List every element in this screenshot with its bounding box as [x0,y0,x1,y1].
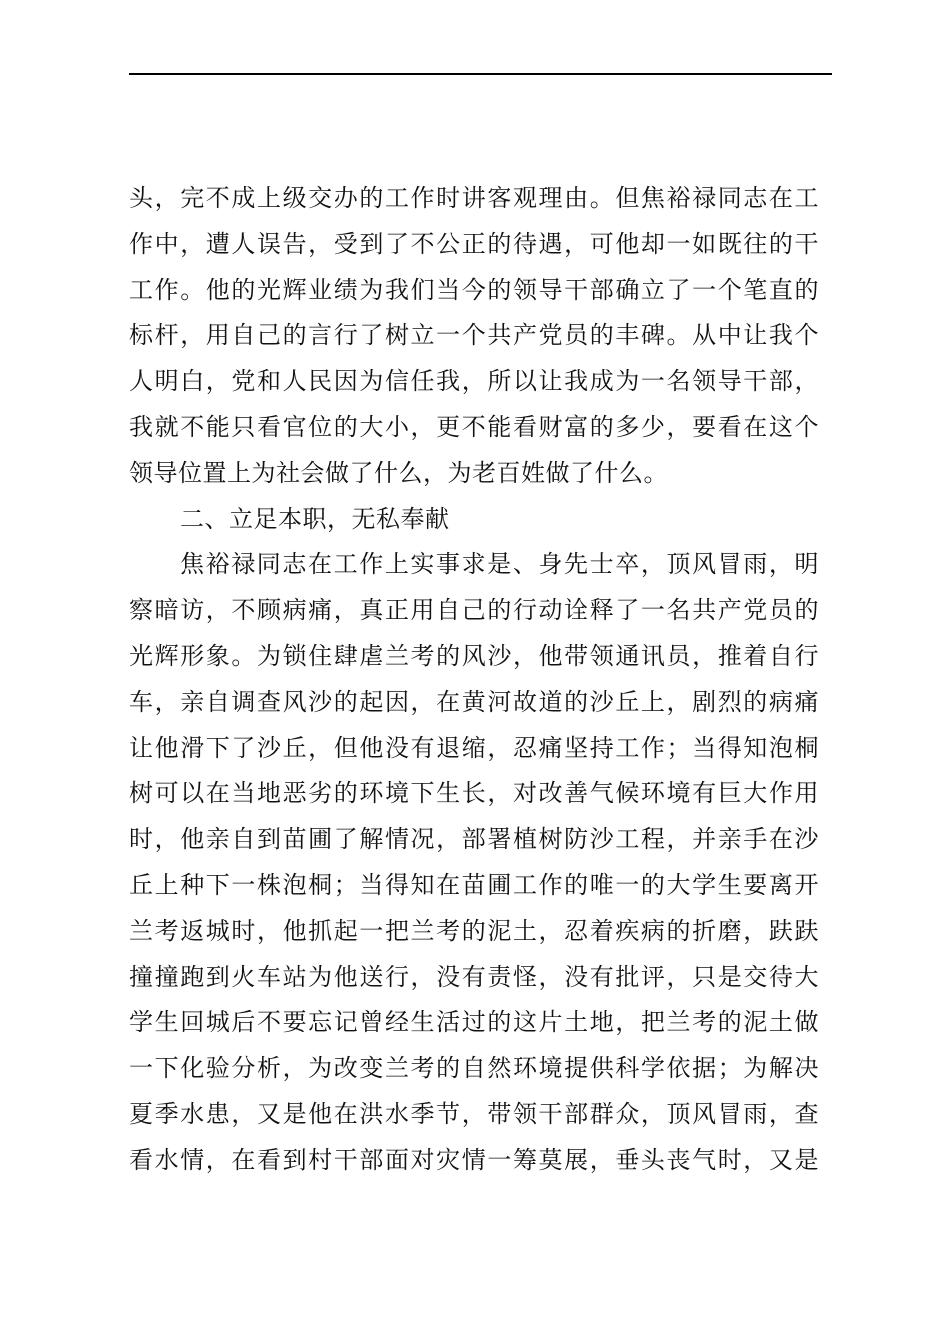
section-heading: 二、立足本职，无私奉献 [180,504,450,533]
paragraph-line-4: 标杆，用自己的言行了树立一个共产党员的丰碑。从中让我个 [129,321,819,350]
paragraph-line-2: 作中，遭人误告，受到了不公正的待遇，可他却一如既往的干 [129,229,819,258]
paragraph-line-17: 兰考返城时，他抓起一把兰考的泥土，忍着疾病的折磨，趺趺 [129,916,819,945]
paragraph-line-18: 撞撞跑到火车站为他送行，没有责怪，没有批评，只是交待大 [129,962,819,991]
paragraph-line-12: 车，亲自调查风沙的起因，在黄河故道的沙丘上，剧烈的病痛 [129,687,819,716]
paragraph-line-19: 学生回城后不要忘记曾经生活过的这片土地，把兰考的泥土做 [129,1008,819,1037]
paragraph-line-1: 头，完不成上级交办的工作时讲客观理由。但焦裕禄同志在工 [129,184,819,212]
body-text [129,176,819,1184]
paragraph-line-13: 让他滑下了沙丘，但他没有退缩，忍痛坚持工作；当得知泡桐 [129,733,819,762]
paragraph-line-15: 时，他亲自到苗圃了解情况，部署植树防沙工程，并亲手在沙 [129,825,819,854]
paragraph-line-7: 领导位置上为社会做了什么，为老百姓做了什么。 [129,458,668,487]
paragraph-line-11: 光辉形象。为锁住肆虐兰考的风沙，他带领通讯员，推着自行 [129,641,819,670]
paragraph-line-9: 焦裕禄同志在工作上实事求是、身先士卒，顶风冒雨，明 [180,550,819,579]
paragraph-line-16: 丘上种下一株泡桐；当得知在苗圃工作的唯一的大学生要离开 [129,870,819,899]
paragraph-line-5: 人明白，党和人民因为信任我，所以让我成为一名领导干部， [129,367,819,396]
header-rule [129,73,832,75]
paragraph-line-14: 树可以在当地恶劣的环境下生长，对改善气候环境有巨大作用 [129,779,819,808]
paragraph-line-21: 夏季水患，又是他在洪水季节，带领干部群众，顶风冒雨，查 [129,1099,819,1128]
paragraph-line-6: 我就不能只看官位的大小，更不能看财富的多少，要看在这个 [129,412,819,441]
paragraph-line-20: 一下化验分析，为改变兰考的自然环境提供科学依据；为解决 [129,1054,819,1083]
paragraph-line-10: 察暗访，不顾病痛，真正用自己的行动诠释了一名共产党员的 [129,596,819,625]
paragraph-line-22: 看水情，在看到村干部面对灾情一筹莫展，垂头丧气时，又是 [129,1145,819,1174]
paragraph-line-3: 工作。他的光辉业绩为我们当今的领导干部确立了一个笔直的 [129,275,819,304]
